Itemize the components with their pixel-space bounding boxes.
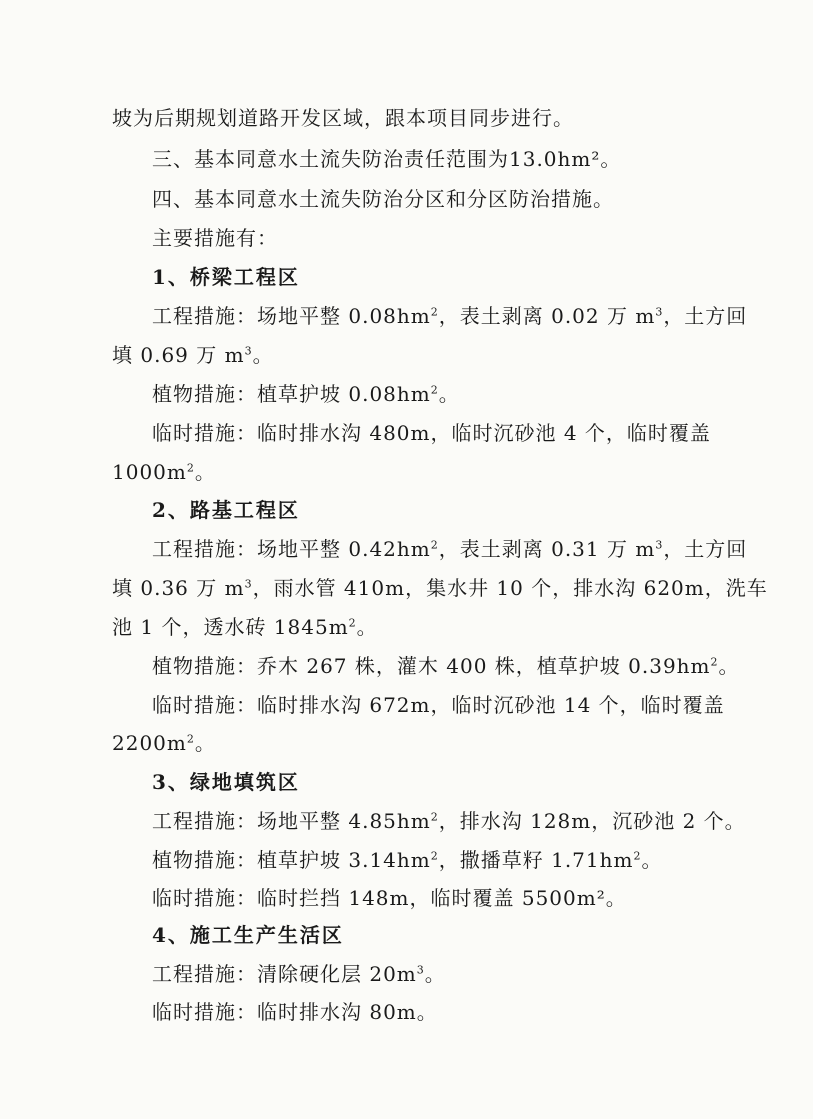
superscript: 2 [633,849,642,863]
roadbed-temporary-measures [152,691,725,719]
section-heading-bridge [152,263,300,291]
greenland-engineering-measures [152,807,746,835]
text: ，撒播草籽 1.71hm [438,848,634,872]
text: 。 [718,654,740,678]
text: ，表土剥离 0.02 万 m [438,304,656,328]
superscript: 3 [244,344,253,358]
text: 3、绿地填筑区 [152,770,300,794]
text: 坡为后期规划道路开发区域，跟本项目同步进行。 [112,106,574,130]
roadbed-engineering-measures-cont [112,574,768,602]
text: 植物措施：植草护坡 0.08hm [152,382,431,406]
camp-engineering-measures [152,960,446,988]
superscript: 2 [430,849,439,863]
text: ，表土剥离 0.31 万 m [438,537,656,561]
bridge-engineering-measures-cont [112,341,274,369]
text: 。 [438,382,460,406]
text: 临时措施：临时拦挡 148m，临时覆盖 5500m²。 [152,886,627,910]
section-heading-greenland [152,768,300,796]
paragraph-zoning [152,185,614,213]
paragraph-line [112,104,574,132]
text: 临时措施：临时排水沟 672m，临时沉砂池 14 个，临时覆盖 [152,693,725,717]
superscript: 2 [430,383,439,397]
text: 工程措施：场地平整 4.85hm [152,809,431,833]
superscript: 2 [430,810,439,824]
roadbed-vegetation-measures [152,652,740,680]
text: 。 [356,615,378,639]
text: 主要措施有： [152,226,278,250]
text: 。 [252,343,274,367]
text: ，土方回 [663,304,748,328]
bridge-temporary-measures [152,419,711,447]
roadbed-engineering-measures-cont2 [112,613,378,641]
superscript: 2 [348,616,357,630]
text: 植物措施：乔木 267 株，灌木 400 株，植草护坡 0.39hm [152,654,711,678]
superscript: 3 [416,963,425,977]
superscript: 2 [710,655,719,669]
bridge-engineering-measures [152,302,747,330]
text: 。 [194,460,216,484]
superscript: 2 [186,461,195,475]
text: 。 [194,731,216,755]
text: 临时措施：临时排水沟 480m，临时沉砂池 4 个，临时覆盖 [152,421,711,445]
superscript: 3 [655,538,664,552]
camp-temporary-measures [152,998,438,1026]
text: 填 0.36 万 m [112,576,245,600]
text: 2200m [112,731,187,755]
text: 三、基本同意水土流失防治责任范围为13.0hm²。 [152,147,622,171]
text: 工程措施：场地平整 0.08hm [152,304,431,328]
text: 植物措施：植草护坡 3.14hm [152,848,431,872]
text: 四、基本同意水土流失防治分区和分区防治措施。 [152,187,614,211]
superscript: 2 [186,732,195,746]
superscript: 3 [244,577,253,591]
text: 。 [641,848,663,872]
greenland-vegetation-measures [152,846,662,874]
text: ，排水沟 128m，沉砂池 2 个。 [438,809,746,833]
text: 填 0.69 万 m [112,343,245,367]
text: 池 1 个，透水砖 1845m [112,615,349,639]
roadbed-engineering-measures [152,535,747,563]
text: ，雨水管 410m，集水井 10 个，排水沟 620m，洗车 [252,576,768,600]
greenland-temporary-measures [152,884,627,912]
section-heading-roadbed [152,496,300,524]
superscript: 2 [430,305,439,319]
text: 1000m [112,460,187,484]
paragraph-main-measures [152,224,278,252]
bridge-temporary-measures-cont [112,458,216,486]
text: 临时措施：临时排水沟 80m。 [152,1000,438,1024]
text: ，土方回 [663,537,748,561]
text: 工程措施：场地平整 0.42hm [152,537,431,561]
text: 2、路基工程区 [152,498,300,522]
text: 1、桥梁工程区 [152,265,300,289]
text: 4、施工生产生活区 [152,923,344,947]
superscript: 2 [430,538,439,552]
text: 。 [424,962,446,986]
bridge-vegetation-measures [152,380,460,408]
paragraph-responsibility-scope [152,145,621,173]
superscript: 3 [655,305,664,319]
roadbed-temporary-measures-cont [112,729,216,757]
section-heading-construction-camp [152,921,344,949]
text: 工程措施：清除硬化层 20m [152,962,417,986]
